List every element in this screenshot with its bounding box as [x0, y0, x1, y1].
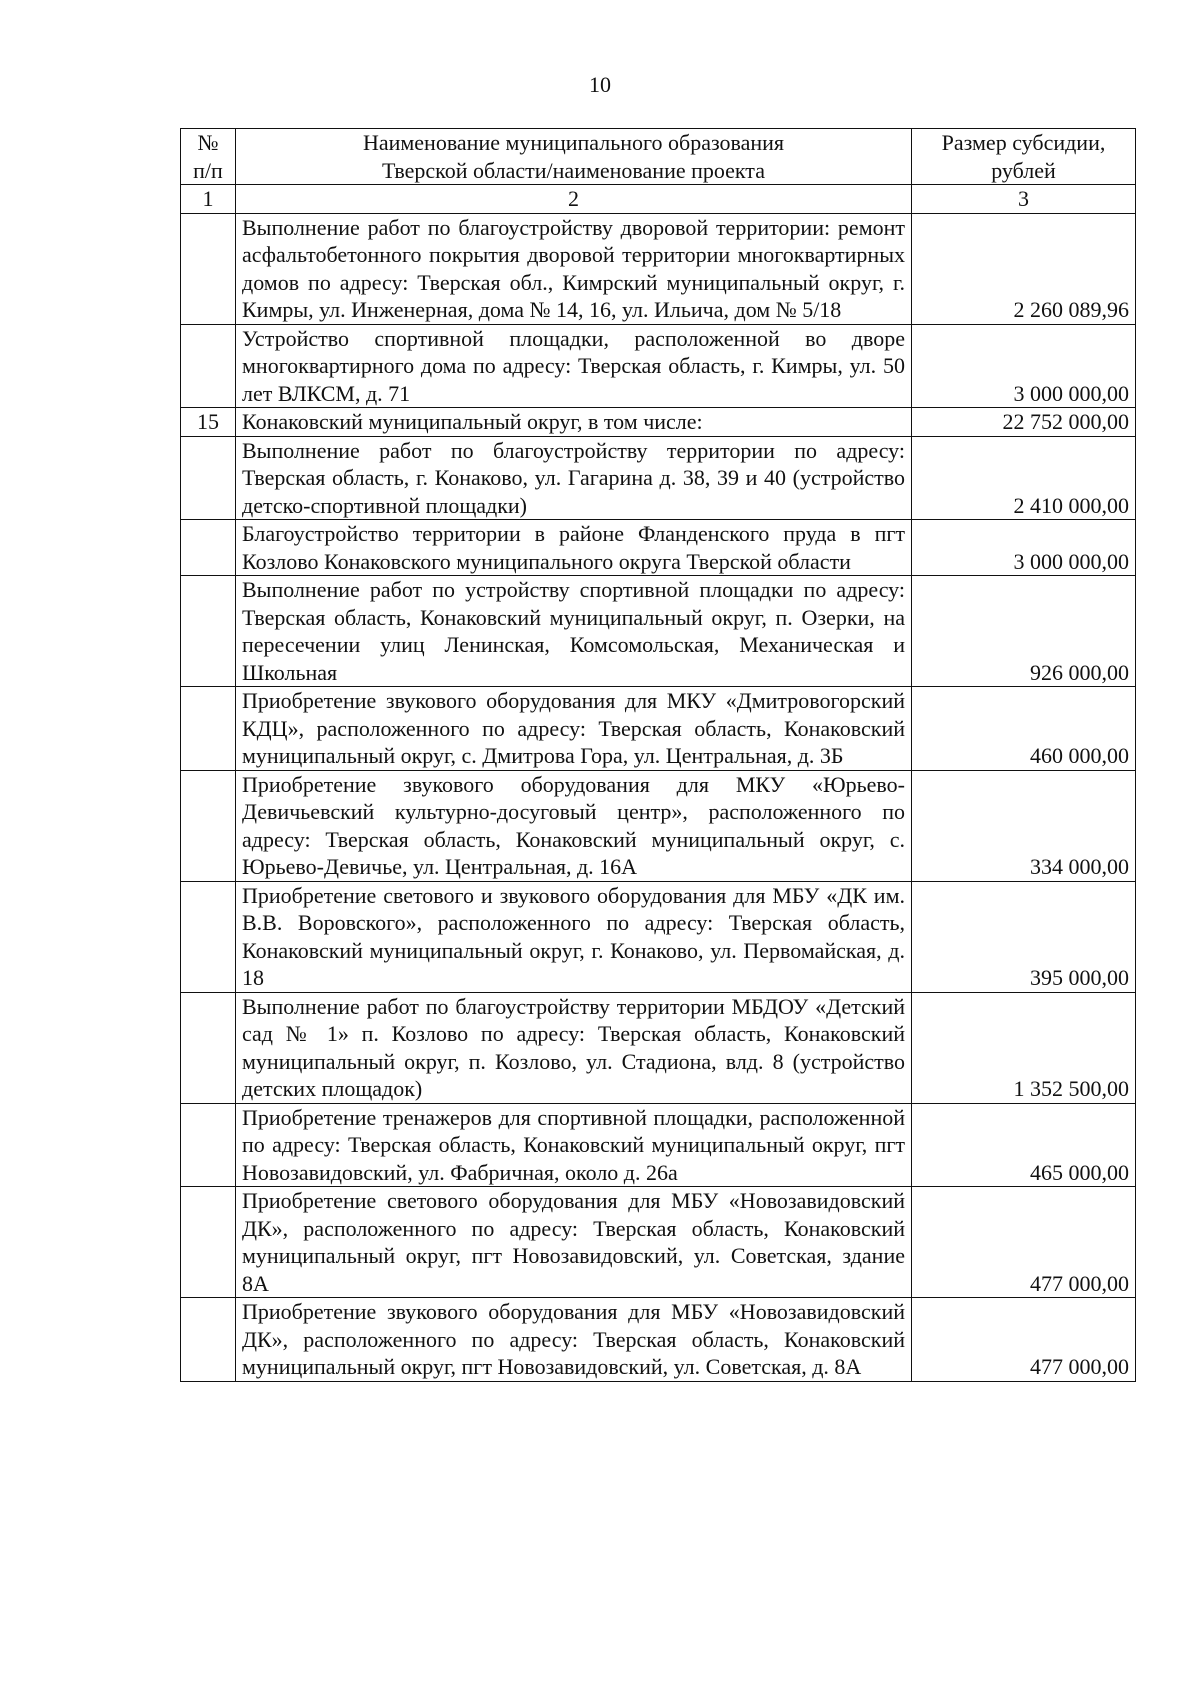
table-row — [181, 408, 1136, 437]
project-name: Устройство спортивной площадки, расположенной во дворе многоквартирного дома по адресу: Тверская область, г. Кимры, ул. 50 лет ВЛКСМ, д. 71 — [236, 324, 912, 408]
column-index-row — [181, 185, 1136, 214]
project-name: Выполнение работ по устройству спортивной площадки по адресу: Тверская область, Конаковский муниципальный округ, п. Озерки, на пересечении улиц Ленинская, Комсомольская, Механическая и Школьная — [236, 576, 912, 687]
project-name: Приобретение звукового оборудования для МКУ «Юрьево-Девичьевский культурно-досуговый центр», расположенного по адресу: Тверская область, Конаковский муниципальный округ, с. Юрьево-Девичье, ул. Центральная, д. 16А — [236, 770, 912, 881]
table-row — [181, 1103, 1136, 1187]
subsidy-amount: 460 000,00 — [912, 687, 1136, 771]
subsidy-amount: 477 000,00 — [912, 1187, 1136, 1298]
row-number — [181, 687, 236, 771]
header-name-line1: Наименование муниципального образования — [362, 130, 785, 155]
project-name: Выполнение работ по благоустройству дворовой территории: ремонт асфальтобетонного покрытия дворовой территории многоквартирных домов по адресу: Тверская обл., Кимрский муниципальный округ, г. Кимры, ул. Инженерная, дома № 14, 16, ул. Ильича, дом № 5/18 — [236, 213, 912, 324]
header-number-line2: п/п — [193, 157, 223, 183]
row-number — [181, 576, 236, 687]
row-number: 15 — [181, 408, 236, 437]
column-index-2: 2 — [236, 185, 912, 214]
project-name: Приобретение звукового оборудования для МКУ «Дмитровогорский КДЦ», расположенного по адресу: Тверская область, Конаковский муниципальный округ, с. Дмитрова Гора, ул. Центральная, д. 3Б — [236, 687, 912, 771]
subsidy-amount: 395 000,00 — [912, 881, 1136, 992]
row-number — [181, 1298, 236, 1382]
header-number — [181, 129, 236, 185]
table-row — [181, 436, 1136, 520]
subsidy-amount: 3 000 000,00 — [912, 324, 1136, 408]
table-row — [181, 324, 1136, 408]
project-name: Приобретение тренажеров для спортивной площадки, расположенной по адресу: Тверская область, Конаковский муниципальный округ, пгт Новозавидовский, ул. Фабричная, около д. 26а — [236, 1103, 912, 1187]
subsidy-amount: 334 000,00 — [912, 770, 1136, 881]
table-row — [181, 687, 1136, 771]
project-name: Выполнение работ по благоустройству территории МБДОУ «Детский сад № 1» п. Козлово по адресу: Тверская область, Конаковский муниципальный округ, п. Козлово, ул. Стадиона, влд. 8 (устройство детских площадок) — [236, 992, 912, 1103]
header-amount-line1: Размер субсидии, — [941, 130, 1106, 155]
row-number — [181, 436, 236, 520]
project-name: Благоустройство территории в районе Фланденского пруда в пгт Козлово Конаковского муниципального округа Тверской области — [236, 520, 912, 576]
table-row — [181, 1298, 1136, 1382]
row-number — [181, 1187, 236, 1298]
table-row — [181, 213, 1136, 324]
project-name: Приобретение светового оборудования для МБУ «Новозавидовский ДК», расположенного по адресу: Тверская область, Конаковский муниципальный округ, пгт Новозавидовский, ул. Советская, здание 8А — [236, 1187, 912, 1298]
header-row — [181, 129, 1136, 185]
subsidy-amount: 2 410 000,00 — [912, 436, 1136, 520]
header-name-line2: Тверской области/наименование проекта — [382, 157, 765, 183]
subsidy-amount: 1 352 500,00 — [912, 992, 1136, 1103]
header-name — [236, 129, 912, 185]
subsidy-amount: 477 000,00 — [912, 1298, 1136, 1382]
project-name: Приобретение светового и звукового оборудования для МБУ «ДК им. В.В. Воровского», расположенного по адресу: Тверская область, Конаковский муниципальный округ, г. Конаково, ул. Первомайская, д. 18 — [236, 881, 912, 992]
header-amount-line2: рублей — [991, 157, 1056, 183]
project-name: Конаковский муниципальный округ, в том числе: — [236, 408, 912, 437]
row-number — [181, 881, 236, 992]
project-name: Приобретение звукового оборудования для МБУ «Новозавидовский ДК», расположенного по адресу: Тверская область, Конаковский муниципальный округ, пгт Новозавидовский, ул. Советская, д. 8А — [236, 1298, 912, 1382]
row-number — [181, 770, 236, 881]
project-name: Выполнение работ по благоустройству территории по адресу: Тверская область, г. Конаково, ул. Гагарина д. 38, 39 и 40 (устройство детско-спортивной площадки) — [236, 436, 912, 520]
row-number — [181, 324, 236, 408]
row-number — [181, 520, 236, 576]
subsidy-amount: 22 752 000,00 — [912, 408, 1136, 437]
column-index-3: 3 — [912, 185, 1136, 214]
subsidy-amount: 3 000 000,00 — [912, 520, 1136, 576]
table-row — [181, 992, 1136, 1103]
header-amount — [912, 129, 1136, 185]
table-row — [181, 1187, 1136, 1298]
row-number — [181, 1103, 236, 1187]
header-number-line1: № — [197, 130, 219, 155]
page-number: 10 — [589, 72, 611, 97]
subsidy-amount: 465 000,00 — [912, 1103, 1136, 1187]
row-number — [181, 213, 236, 324]
column-index-1: 1 — [181, 185, 236, 214]
row-number — [181, 992, 236, 1103]
subsidy-table — [180, 128, 1136, 1382]
table-row — [181, 770, 1136, 881]
table-row — [181, 576, 1136, 687]
table-row — [181, 520, 1136, 576]
table-row — [181, 881, 1136, 992]
subsidy-amount: 2 260 089,96 — [912, 213, 1136, 324]
subsidy-amount: 926 000,00 — [912, 576, 1136, 687]
